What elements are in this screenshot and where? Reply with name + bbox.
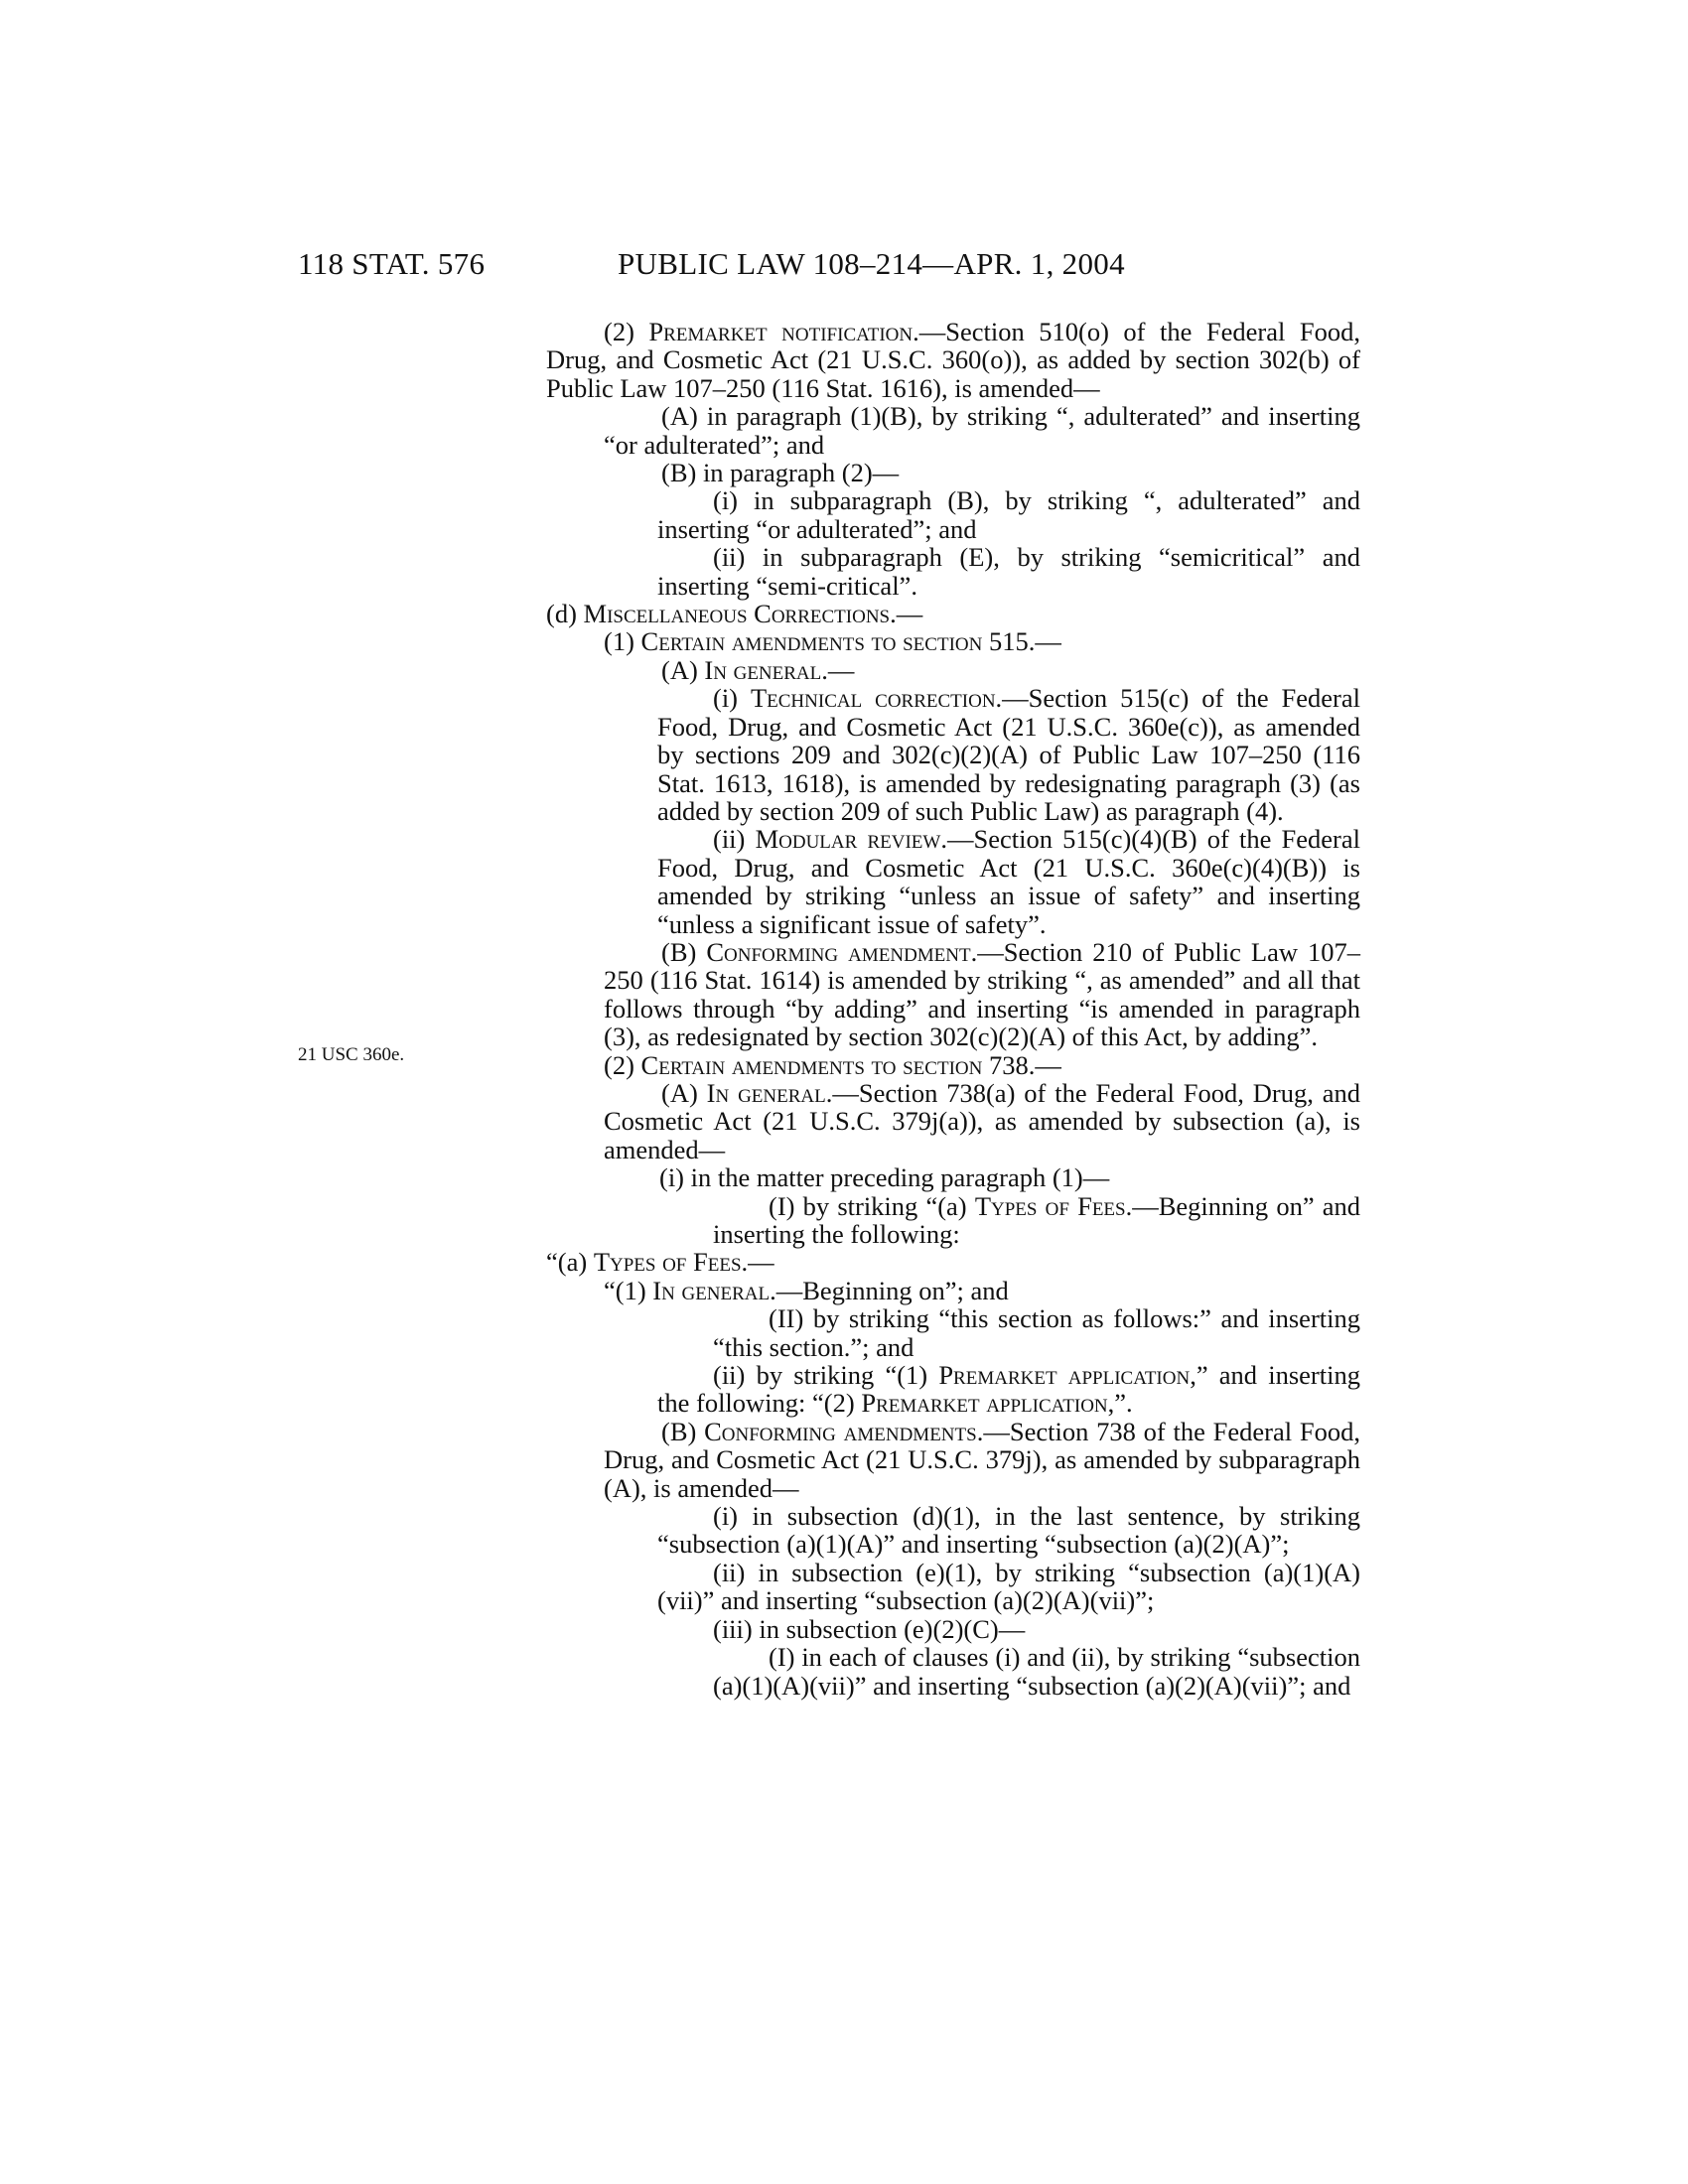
paragraph-text: (iii) in subsection (e)(2)(C)—	[713, 1613, 1026, 1644]
statute-paragraph	[546, 1079, 1360, 1163]
caption-text: Types of Fees	[593, 1247, 742, 1278]
paragraph-text: .—Section 510(o) of the Federal Food, Drug, and Cosmetic Act (21 U.S.C. 360(o)), as added by section 302(b) of Public Law 107–250 (116 Stat. 1616), is amended—	[546, 317, 1360, 403]
statute-paragraph	[546, 1615, 1360, 1643]
paragraph-text: .—	[1028, 1049, 1061, 1080]
paragraph-text: (II) by striking “this section as follows:” and inserting “this section.”; and	[713, 1303, 1360, 1362]
paragraph-text: (ii) by striking “(1)	[713, 1360, 939, 1391]
caption-text: Premarket application	[938, 1360, 1191, 1391]
statute-paragraph	[546, 1051, 1360, 1079]
statute-paragraph	[546, 1163, 1360, 1191]
paragraph-text: .—	[821, 654, 855, 685]
caption-text: Certain amendments to section 515	[640, 626, 1029, 657]
paragraph-text: (1)	[604, 626, 641, 657]
statute-paragraph	[546, 1192, 1360, 1249]
caption-text: In general	[706, 1077, 826, 1108]
caption-text: In general	[704, 654, 822, 685]
paragraph-text: .—Beginning on” and inserting the following:	[713, 1190, 1361, 1249]
margin-note: 21 USC 360e.	[298, 1044, 405, 1065]
paragraph-text: (I) in each of clauses (i) and (ii), by striking “subsection (a)(1)(A)(vii)” and inserting “subsection (a)(2)(A)(vii)”; and	[713, 1642, 1360, 1701]
paragraph-text: .—Section 738 of the Federal Food, Drug, and Cosmetic Act (21 U.S.C. 379j), as amended by subparagraph (A), is amended—	[604, 1416, 1360, 1503]
paragraph-text: (2)	[604, 317, 649, 346]
statute-paragraph	[546, 684, 1360, 825]
caption-text: In general	[652, 1275, 771, 1305]
paragraph-text: “(1)	[604, 1275, 653, 1305]
paragraph-text: (B) in paragraph (2)—	[661, 458, 900, 488]
statute-paragraph	[546, 543, 1360, 600]
statute-paragraph	[546, 318, 1360, 402]
statute-paragraph	[546, 1277, 1360, 1304]
paragraph-text: (A)	[661, 654, 705, 685]
statute-paragraph	[546, 1248, 1360, 1276]
paragraph-text: (i) in subsection (d)(1), in the last sentence, by striking “subsection (a)(1)(A)” and inserting “subsection (a)(2)(A)”;	[657, 1501, 1360, 1560]
statute-paragraph	[546, 1304, 1360, 1361]
statute-paragraph	[546, 402, 1360, 459]
statute-paragraph	[546, 938, 1360, 1051]
paragraph-text: (d)	[546, 599, 584, 629]
caption-text: Premarket application	[861, 1388, 1108, 1419]
statute-paragraph	[546, 1643, 1360, 1700]
paragraph-text: (A) in paragraph (1)(B), by striking “, adulterated” and inserting “or adulterated”; and	[604, 401, 1360, 460]
caption-text: Miscellaneous Corrections	[583, 599, 891, 629]
caption-text: Types of Fees	[974, 1190, 1126, 1221]
page-title: PUBLIC LAW 108–214—APR. 1, 2004	[618, 246, 1125, 281]
paragraph-text: .—	[1028, 626, 1061, 657]
statute-paragraph	[546, 486, 1360, 543]
statute-paragraph	[546, 1361, 1360, 1418]
paragraph-text: ,” and inserting the following: “(2)	[657, 1360, 1360, 1419]
paragraph-text: .—	[890, 599, 923, 629]
paragraph-text: .—	[741, 1247, 774, 1278]
caption-text: Premarket notification	[648, 317, 914, 346]
statute-paragraph	[546, 600, 1360, 627]
statute-paragraph	[546, 1502, 1360, 1559]
paragraph-text: (I) by striking “(a)	[769, 1190, 975, 1221]
paragraph-text: ,”.	[1107, 1388, 1133, 1419]
statute-paragraph	[546, 825, 1360, 938]
caption-text: Conforming amendment	[706, 936, 971, 967]
statute-body	[546, 318, 1360, 1700]
paragraph-text: (ii) in subsection (e)(1), by striking “subsection (a)(1)(A)(vii)” and inserting “subsection (a)(2)(A)(vii)”;	[657, 1557, 1360, 1616]
paragraph-text: “(a)	[546, 1247, 594, 1278]
caption-text: Certain amendments to section 738	[640, 1049, 1029, 1080]
caption-text: Modular review	[755, 824, 941, 855]
statute-paragraph	[546, 1418, 1360, 1502]
paragraph-text: .—Section 210 of Public Law 107–250 (116 Stat. 1614) is amended by striking “, as amended” and all that follows through “by adding” and inserting “is amended in paragraph (3), as redesignated by section 302(c)(2)(A) of this Act, by adding”.	[604, 936, 1361, 1052]
paragraph-text: (ii) in subparagraph (E), by striking “semicritical” and inserting “semi-critical”.	[657, 542, 1360, 601]
stat-reference: 118 STAT. 576	[298, 246, 486, 281]
paragraph-text: (B)	[661, 936, 707, 967]
paragraph-text: (i) in the matter preceding paragraph (1)—	[659, 1162, 1110, 1193]
statute-paragraph	[546, 627, 1360, 655]
statute-paragraph	[546, 656, 1360, 684]
statute-paragraph	[546, 1559, 1360, 1615]
statute-paragraph	[546, 459, 1360, 486]
paragraph-text: (i) in subparagraph (B), by striking “, adulterated” and inserting “or adulterated”; and	[657, 485, 1360, 544]
paragraph-text: .—Section 515(c)(4)(B) of the Federal Food, Drug, and Cosmetic Act (21 U.S.C. 360e(c)(4)(B)) is amended by striking “unless an issue of safety” and inserting “unless a significant issue of safety”.	[657, 824, 1360, 939]
caption-text: Conforming amendments	[704, 1416, 977, 1446]
paragraph-text: (i)	[713, 683, 751, 714]
caption-text: Technical correction	[750, 683, 996, 714]
paragraph-text: .—Beginning on”; and	[770, 1275, 1009, 1305]
paragraph-text: (ii)	[713, 824, 756, 855]
paragraph-text: .—Section 515(c) of the Federal Food, Drug, and Cosmetic Act (21 U.S.C. 360e(c)), as amended by sections 209 and 302(c)(2)(A) of Public Law 107–250 (116 Stat. 1613, 1618), is amended by redesignating paragraph (3) (as added by section 209 of such Public Law) as paragraph (4).	[657, 683, 1361, 826]
paragraph-text: (B)	[661, 1416, 705, 1446]
paragraph-text: (A)	[661, 1077, 707, 1108]
paragraph-text: (2)	[604, 1049, 641, 1080]
paragraph-text: .—Section 738(a) of the Federal Food, Drug, and Cosmetic Act (21 U.S.C. 379j(a)), as amended by subsection (a), is amended—	[604, 1077, 1360, 1164]
